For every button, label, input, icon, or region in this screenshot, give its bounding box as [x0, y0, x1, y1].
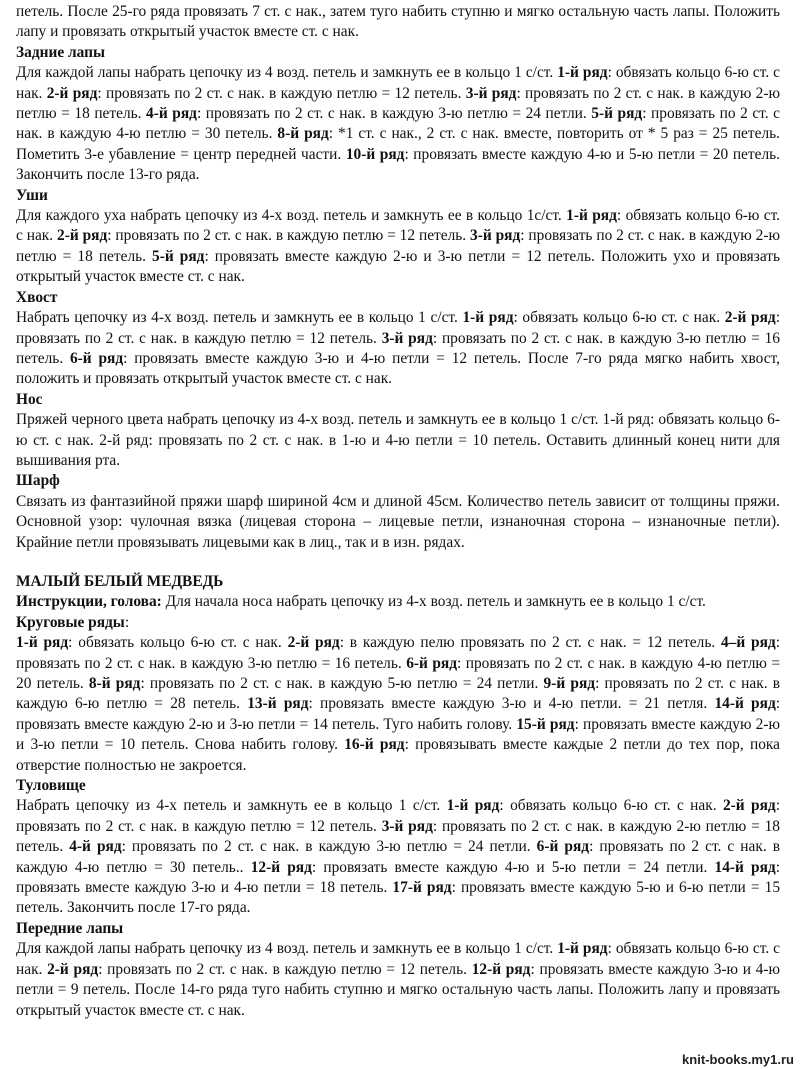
- heading-rounds: Круговые ряды:: [16, 613, 130, 631]
- heading-front-paws: Передние лапы: [16, 919, 124, 937]
- body-paragraph: Набрать цепочку из 4-х петель и замкнуть ее в кольцо 1 с/ст. 1-й ряд: обвязать кольцо 6-ю ст. с нак. 2-й ряд: провязать по 2 ст. с нак. в каждую петлю = 12 петель. 3-й ряд: провязать по 2 ст. с нак. в каждую 2-ю петлю = 18 петель. 4-й ряд: провязать по 2 ст. с нак. в каждую 3-ю петлю = 24 петли. 6-й ряд: провязать по 2 ст. с нак. в каждую 4-ю петлю = 30 петель.. 12-й ряд: провязать вместе каждую 4-ю и 5-ю петли = 24 петли. 14-й ряд: провязать вместе каждую 3-ю и 4-ю петли = 18 петель. 17-й ряд: провязать вместе каждую 5-ю и 6-ю петли = 15 петель. Закончить после 17-го ряда.: [16, 797, 781, 917]
- intro-paragraph: петель. После 25-го ряда провязать 7 ст. с нак., затем туго набить ступню и мягко остальную часть лапы. Положить лапу и провязать открытый участок вместе ст. с нак.: [16, 3, 780, 41]
- tail-paragraph: Набрать цепочку из 4-х возд. петель и замкнуть ее в кольцо 1 с/ст. 1-й ряд: обвязать кольцо 6-ю ст. с нак. 2-й ряд: провязать по 2 ст. с нак. в каждую петлю = 12 петель. 3-й ряд: провязать по 2 ст. с нак. в каждую 3-ю петлю = 16 петель. 6-й ряд: провязать вместе каждую 3-ю и 4-ю петли = 12 петель. После 7-го ряда мягко набить хвост, положить и провязать открытый участок вместе ст. с нак.: [16, 309, 780, 388]
- watermark-text: knit-books.my1.ru: [682, 1052, 794, 1067]
- ears-paragraph: Для каждого уха набрать цепочку из 4-х возд. петель и замкнуть ее в кольцо 1с/ст. 1-й ряд: обвязать кольцо 6-ю ст. с нак. 2-й ряд: провязать по 2 ст. с нак. в каждую петлю = 12 петель. 3-й ряд: провязать по 2 ст. с нак. в каждую 2-ю петлю = 18 петель. 5-й ряд: провязать вместе каждую 2-ю и 3-ю петли = 12 петель. Положить ухо и провязать открытый участок вместе ст. с нак.: [16, 207, 781, 286]
- nose-paragraph: Пряжей черного цвета набрать цепочку из 4-х возд. петель и замкнуть ее в кольцо 1 с/ст. 1-й ряд: обвязать кольцо 6-ю ст. с нак. 2-й ряд: провязать по 2 ст. с нак. в 1-ю и 4-ю петли = 10 петель. Оставить длинный конец нити для вышивания рта.: [16, 411, 780, 469]
- heading-nose: Нос: [16, 390, 43, 408]
- heading-scarf: Шарф: [16, 472, 60, 490]
- heading-hind-paws: Задние лапы: [16, 43, 106, 61]
- head-instructions-paragraph: Инструкции, голова: Для начала носа набрать цепочку из 4-х возд. петель и замкнуть ее в кольцо 1 с/ст.: [16, 593, 706, 611]
- heading-tail: Хвост: [16, 288, 58, 306]
- heading-ears: Уши: [16, 186, 48, 204]
- heading-body: Туловище: [16, 777, 86, 795]
- section-spacer: [16, 553, 780, 572]
- rounds-paragraph: 1-й ряд: обвязать кольцо 6-ю ст. с нак. 2-й ряд: в каждую пелю провязать по 2 ст. с нак. = 12 петель. 4–й ряд: провязать по 2 ст. с нак. в каждую 3-ю петлю = 16 петель. 6-й ряд: провязать по 2 ст. с нак. в каждую 4-ю петлю = 20 петель. 8-й ряд: провязать по 2 ст. с нак. в каждую 5-ю петлю = 24 петли. 9-й ряд: провязать по 2 ст. с нак. в каждую 6-ю петлю = 28 петель. 13-й ряд: провязать вместе каждую 3-ю и 4-ю петли. = 21 петля. 14-й ряд: провязать вместе каждую 2-ю и 3-ю петли = 14 петель. Туго набить голову. 15-й ряд: провязать вместе каждую 2-ю и 3-ю петли = 10 петель. Снова набить голову. 16-й ряд: провязывать вместе каждые 2 петли до тех пор, пока отверстие полностью не закроется.: [16, 634, 781, 774]
- document-page: [16, 2, 780, 1021]
- hind-paws-paragraph: Для каждой лапы набрать цепочку из 4 возд. петель и замкнуть ее в кольцо 1 с/ст. 1-й ряд: обвязать кольцо 6-ю ст. с нак. 2-й ряд: провязать по 2 ст. с нак. в каждую петлю = 12 петель. 3-й ряд: провязать по 2 ст. с нак. в каждую 2-ю петлю = 18 петель. 4-й ряд: провязать по 2 ст. с нак. в каждую 3-ю петлю = 24 петли. 5-й ряд: провязать по 2 ст. с нак. в каждую 4-ю петлю = 30 петель. 8-й ряд: *1 ст. с нак., 2 ст. с нак. вместе, повторить от * 5 раз = 25 петель. Пометить 3-е убавление = центр передней части. 10-й ряд: провязать вместе каждую 4-ю и 5-ю петли = 20 петель. Закончить после 13-го ряда.: [16, 64, 780, 184]
- scarf-paragraph: Связать из фантазийной пряжи шарф шириной 4см и длиной 45см. Количество петель зависит от толщины пряжи. Основной узор: чулочная вязка (лицевая сторона – лицевые петли, изнаночная сторона – изнаночные петли). Крайние петли провязывать лицевыми как в лиц., так и в изн. рядах.: [16, 492, 780, 551]
- front-paws-paragraph: Для каждой лапы набрать цепочку из 4 возд. петель и замкнуть ее в кольцо 1 с/ст. 1-й ряд: обвязать кольцо 6-ю ст. с нак. 2-й ряд: провязать по 2 ст. с нак. в каждую петлю = 12 петель. 12-й ряд: провязать вместе каждую 3-ю и 4-ю петли = 9 петель. После 14-го ряда туго набить ступню и мягко остальную часть лапы. Положить лапу и провязать открытый участок вместе ст. с нак.: [16, 940, 781, 1019]
- section-title-bear: МАЛЫЙ БЕЛЫЙ МЕДВЕДЬ: [16, 572, 224, 590]
